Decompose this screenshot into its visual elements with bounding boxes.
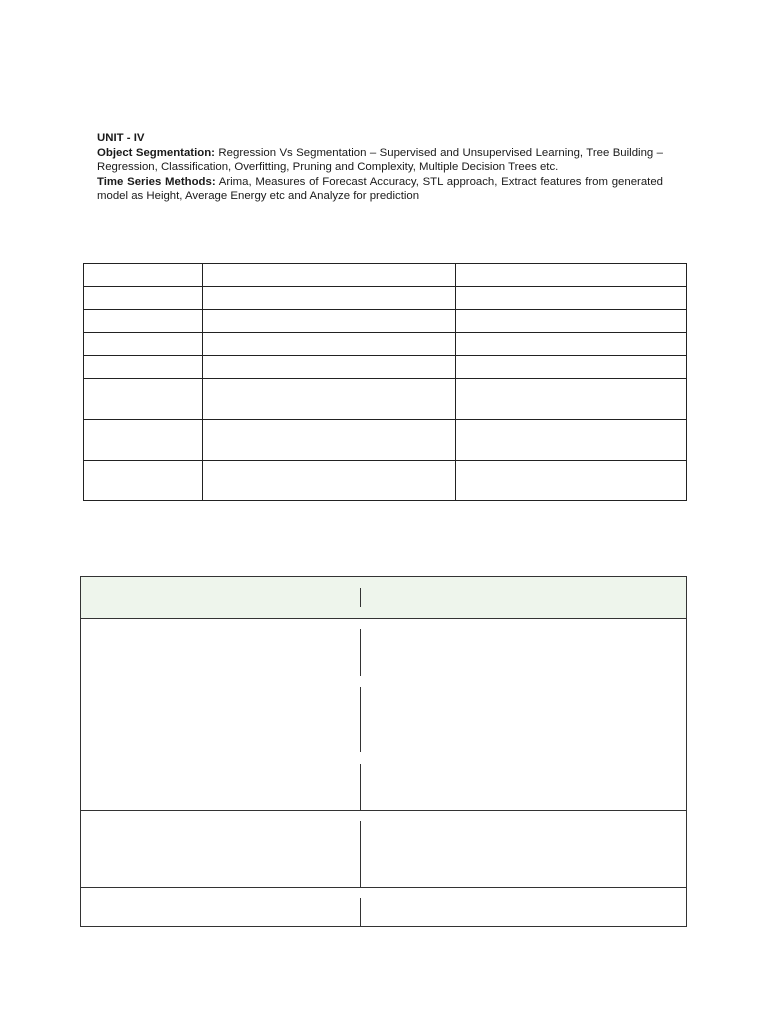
- object-segmentation-paragraph: [97, 146, 663, 175]
- table-cell: [84, 310, 203, 333]
- table-cell: [203, 264, 456, 287]
- table-cell: [456, 264, 687, 287]
- table-cell: [84, 356, 203, 379]
- table-cell: [456, 333, 687, 356]
- table-row: [84, 379, 687, 420]
- row-divider: [81, 887, 686, 888]
- table-cell: [203, 310, 456, 333]
- column-divider: [360, 588, 361, 607]
- object-segmentation-text: Regression Vs Segmentation – Supervised and Unsupervised Learning, Tree Building – Regression, Classification, Overfitting, Pruning and Complexity, Multiple Decision Trees etc.: [97, 146, 663, 174]
- table-cell: [203, 356, 456, 379]
- unit-heading: UNIT - IV: [97, 132, 145, 144]
- table-header-row: [81, 577, 686, 619]
- row-divider: [81, 810, 686, 811]
- table-cell: [84, 287, 203, 310]
- column-divider: [360, 629, 361, 676]
- table-row: [84, 356, 687, 379]
- empty-table-1: [83, 263, 687, 501]
- table-cell: [456, 420, 687, 461]
- table-cell: [203, 333, 456, 356]
- table-cell: [203, 379, 456, 420]
- table-row: [84, 264, 687, 287]
- time-series-label: Time Series Methods:: [97, 175, 216, 188]
- table-cell: [84, 264, 203, 287]
- table-cell: [203, 461, 456, 501]
- table-cell: [456, 287, 687, 310]
- table-cell: [456, 356, 687, 379]
- time-series-text: Arima, Measures of Forecast Accuracy, STL approach, Extract features from generated model as Height, Average Energy etc and Analyze for prediction: [97, 175, 663, 203]
- empty-table-2: [80, 576, 687, 927]
- table-row: [84, 461, 687, 501]
- table-row: [84, 420, 687, 461]
- table-cell: [84, 379, 203, 420]
- table-cell: [456, 379, 687, 420]
- syllabus-block: [97, 131, 663, 204]
- table-cell: [456, 310, 687, 333]
- table-row: [84, 287, 687, 310]
- column-divider: [360, 898, 361, 926]
- table-cell: [84, 420, 203, 461]
- table-cell: [84, 333, 203, 356]
- table-cell: [203, 287, 456, 310]
- table-row: [84, 333, 687, 356]
- table-cell: [84, 461, 203, 501]
- object-segmentation-label: Object Segmentation:: [97, 146, 215, 159]
- table-cell: [203, 420, 456, 461]
- table-row: [84, 310, 687, 333]
- column-divider: [360, 821, 361, 887]
- table-cell: [456, 461, 687, 501]
- time-series-paragraph: [97, 175, 663, 204]
- column-divider: [360, 764, 361, 810]
- column-divider: [360, 687, 361, 752]
